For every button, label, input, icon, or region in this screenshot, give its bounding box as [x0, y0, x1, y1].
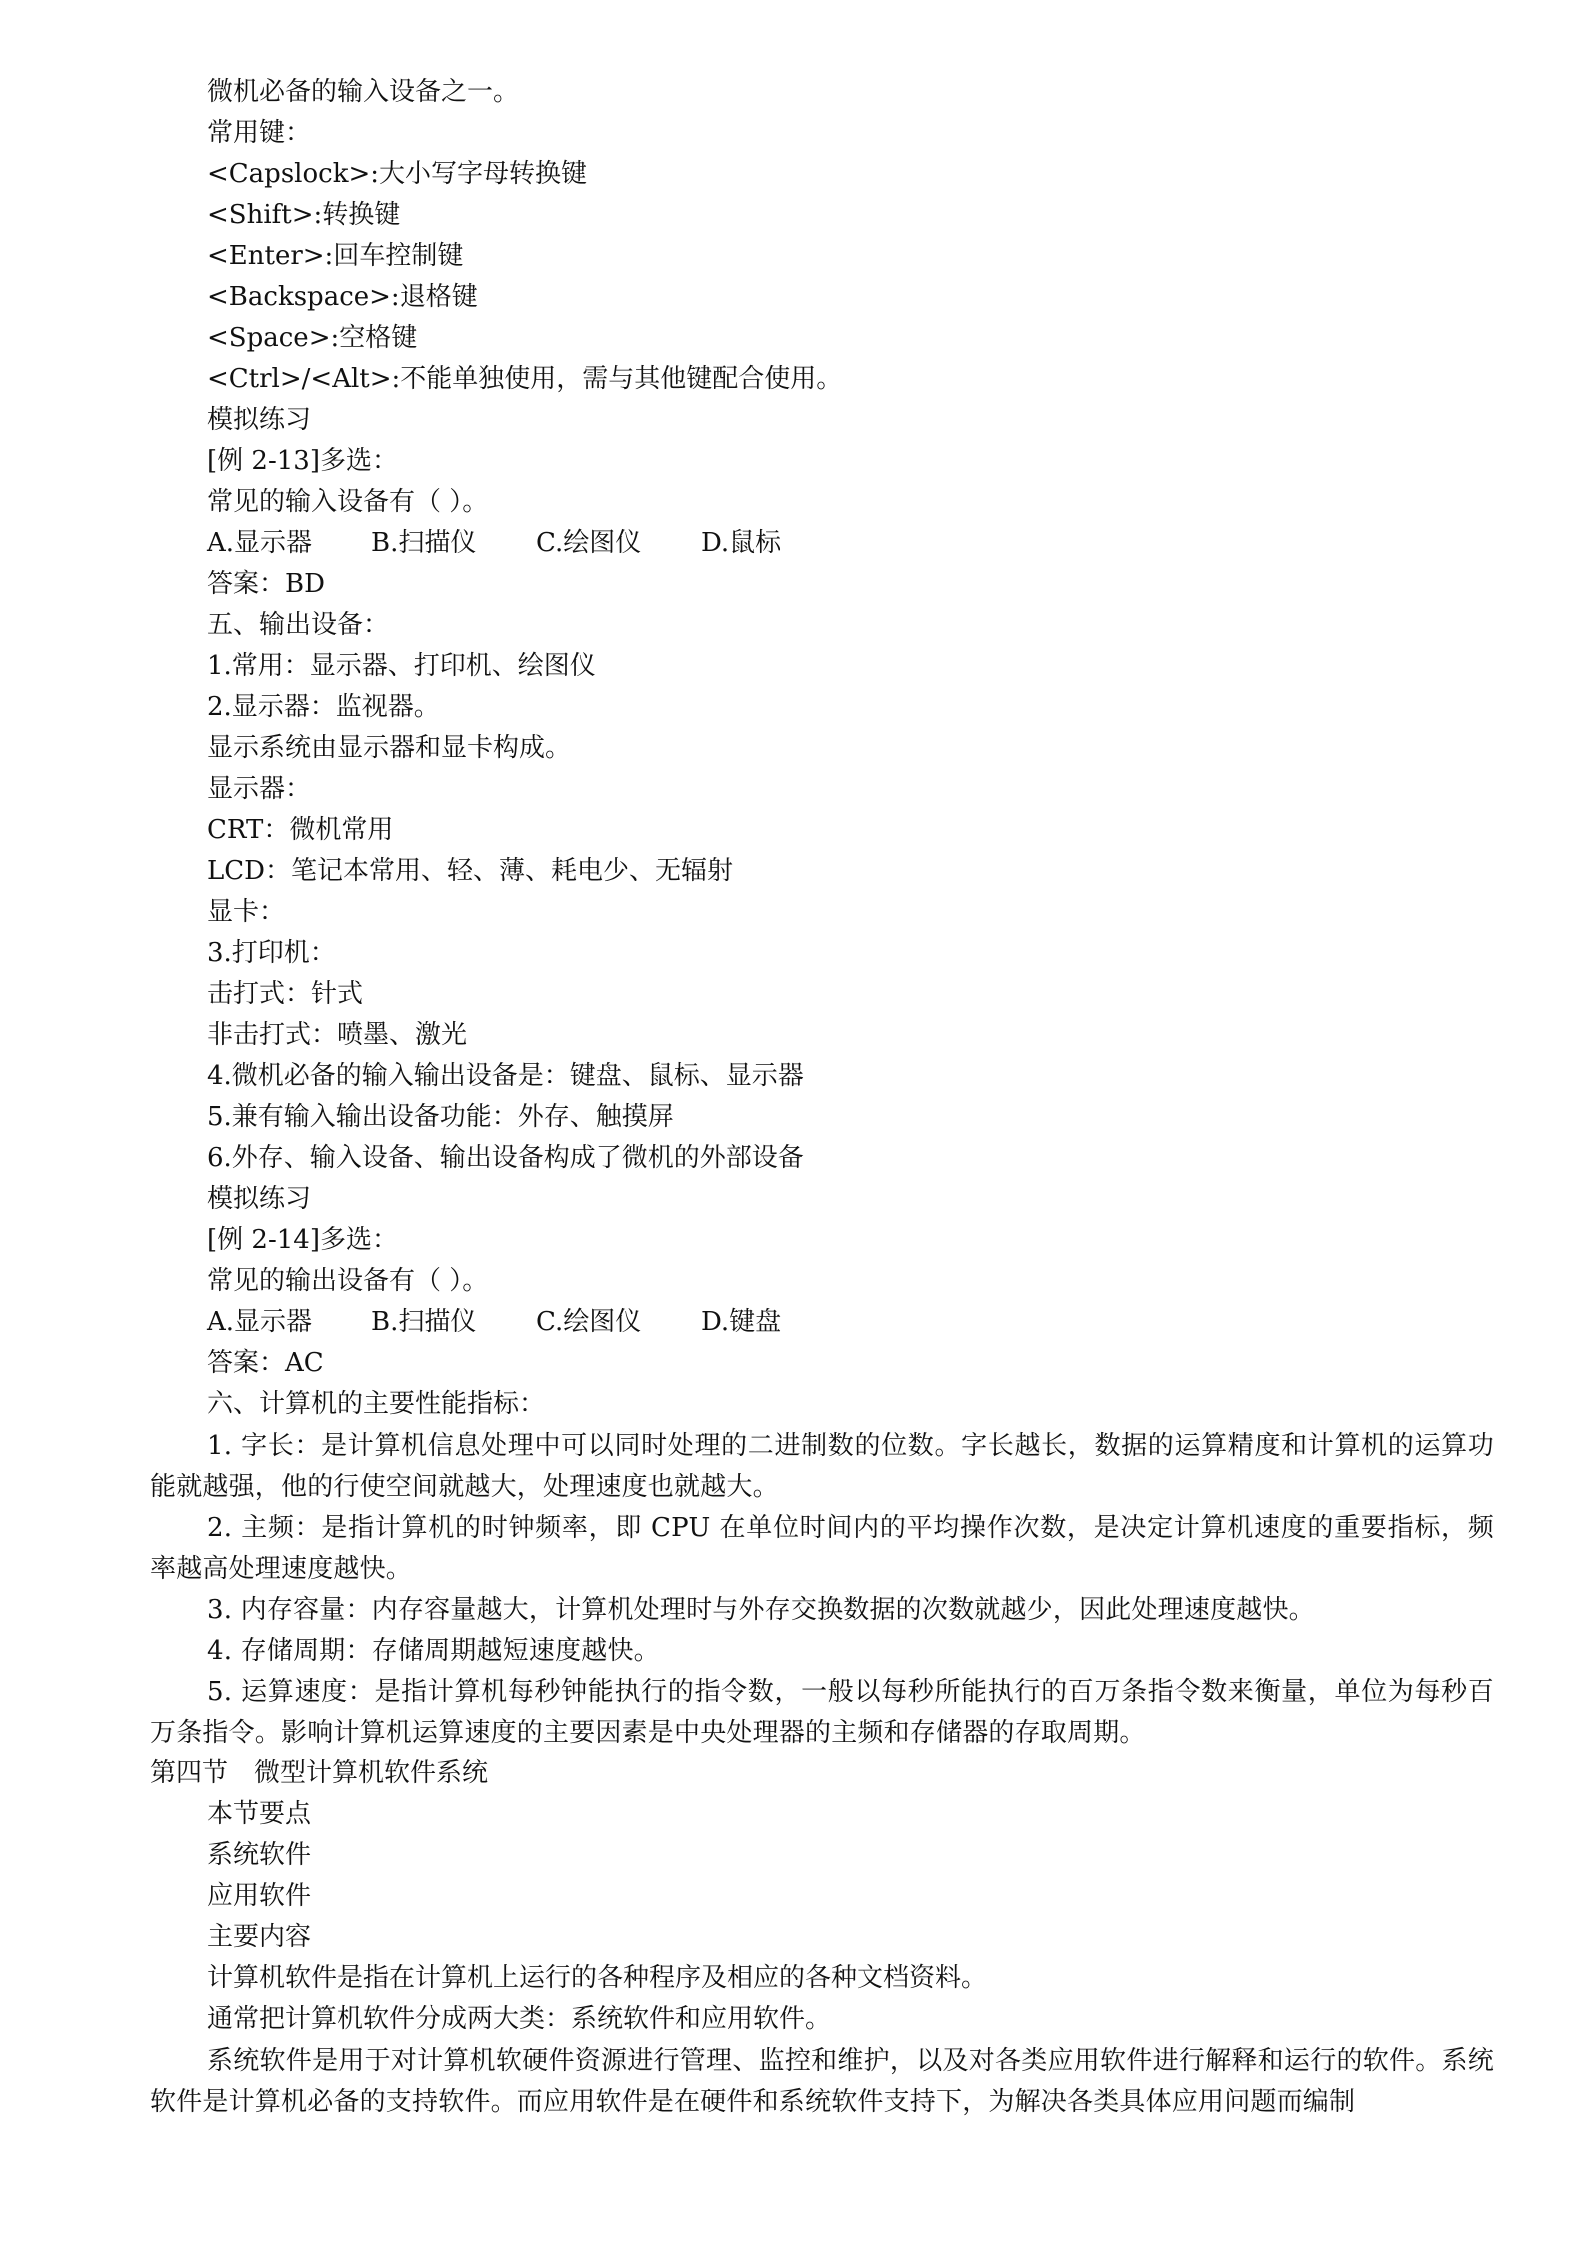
text-line: 本节要点 [207, 1799, 312, 1829]
text-line: <Capslock>:大小写字母转换键 [207, 159, 587, 189]
text-line: 微机必备的输入设备之一。 [207, 77, 520, 107]
text-line: <Shift>:转换键 [207, 200, 401, 230]
section-label: 模拟练习 [207, 405, 312, 435]
paragraph: 5. 运算速度：是指计算机每秒钟能执行的指令数，一般以每秒所能执行的百万条指令数来衡量，单位为每秒百万条指令。影响计算机运算速度的主要因素是中央处理器的主频和存储器的存取周期。 [150, 1677, 1494, 1748]
example-label: [例 2-13]多选： [207, 446, 398, 476]
text-line: 4.微机必备的输入输出设备是：键盘、鼠标、显示器 [207, 1061, 804, 1091]
option-a: A.显示器 [207, 1307, 313, 1337]
heading: 六、计算机的主要性能指标： [207, 1389, 546, 1419]
section-label: 模拟练习 [207, 1184, 312, 1214]
paragraph: 1. 字长：是计算机信息处理中可以同时处理的二进制数的位数。字长越长，数据的运算精度和计算机的运算功能就越强，他的行使空间就越大，处理速度也就越大。 [150, 1431, 1494, 1502]
option-b: B.扫描仪 [371, 528, 477, 558]
heading: 五、输出设备： [207, 610, 390, 640]
paragraph: 3. 内存容量：内存容量越大，计算机处理时与外存交换数据的次数就越少，因此处理速度越快。 [207, 1595, 1315, 1625]
text-line: <Space>:空格键 [207, 323, 418, 353]
answer-text: 答案：BD [207, 569, 325, 599]
text-line: 系统软件 [207, 1840, 312, 1870]
text-line: 显卡： [207, 897, 286, 927]
answer-text: 答案：AC [207, 1348, 324, 1378]
text-line: 击打式：针式 [207, 979, 364, 1009]
text-line: LCD：笔记本常用、轻、薄、耗电少、无辐射 [207, 856, 734, 886]
text-line: CRT：微机常用 [207, 815, 394, 845]
question-text: 常见的输入设备有（ ）。 [207, 487, 489, 517]
text-line: <Ctrl>/<Alt>:不能单独使用，需与其他键配合使用。 [207, 364, 843, 394]
paragraph: 系统软件是用于对计算机软硬件资源进行管理、监控和维护，以及对各类应用软件进行解释和运行的软件。系统软件是计算机必备的支持软件。而应用软件是在硬件和系统软件支持下，为解决各类具体应用问题而编制 [150, 2046, 1494, 2117]
option-c: C.绘图仪 [536, 528, 642, 558]
text-line: 3.打印机： [207, 938, 336, 968]
option-d: D.键盘 [701, 1307, 782, 1337]
text-line: 通常把计算机软件分成两大类：系统软件和应用软件。 [207, 2004, 832, 2034]
section-heading: 第四节 微型计算机软件系统 [150, 1758, 489, 1788]
text-line: <Backspace>:退格键 [207, 282, 478, 312]
text-line: <Enter>:回车控制键 [207, 241, 464, 271]
text-line: 显示系统由显示器和显卡构成。 [207, 733, 572, 763]
text-line: 应用软件 [207, 1881, 312, 1911]
text-line: 2.显示器：监视器。 [207, 692, 440, 722]
text-line: 6.外存、输入设备、输出设备构成了微机的外部设备 [207, 1143, 804, 1173]
question-text: 常见的输出设备有（ ）。 [207, 1266, 489, 1296]
text-line: 常用键： [207, 118, 312, 148]
option-c: C.绘图仪 [536, 1307, 642, 1337]
text-line: 1.常用：显示器、打印机、绘图仪 [207, 651, 596, 681]
paragraph: 4. 存储周期：存储周期越短速度越快。 [207, 1636, 660, 1666]
option-d: D.鼠标 [701, 528, 782, 558]
text-line: 显示器： [207, 774, 312, 804]
text-line: 计算机软件是指在计算机上运行的各种程序及相应的各种文档资料。 [207, 1963, 988, 1993]
option-a: A.显示器 [207, 528, 313, 558]
text-line: 非击打式：喷墨、激光 [207, 1020, 468, 1050]
text-line: 主要内容 [207, 1922, 312, 1952]
option-b: B.扫描仪 [371, 1307, 477, 1337]
paragraph: 2. 主频：是指计算机的时钟频率，即 CPU 在单位时间内的平均操作次数，是决定计算机速度的重要指标，频率越高处理速度越快。 [150, 1513, 1494, 1584]
text-line: 5.兼有输入输出设备功能：外存、触摸屏 [207, 1102, 674, 1132]
example-label: [例 2-14]多选： [207, 1225, 398, 1255]
